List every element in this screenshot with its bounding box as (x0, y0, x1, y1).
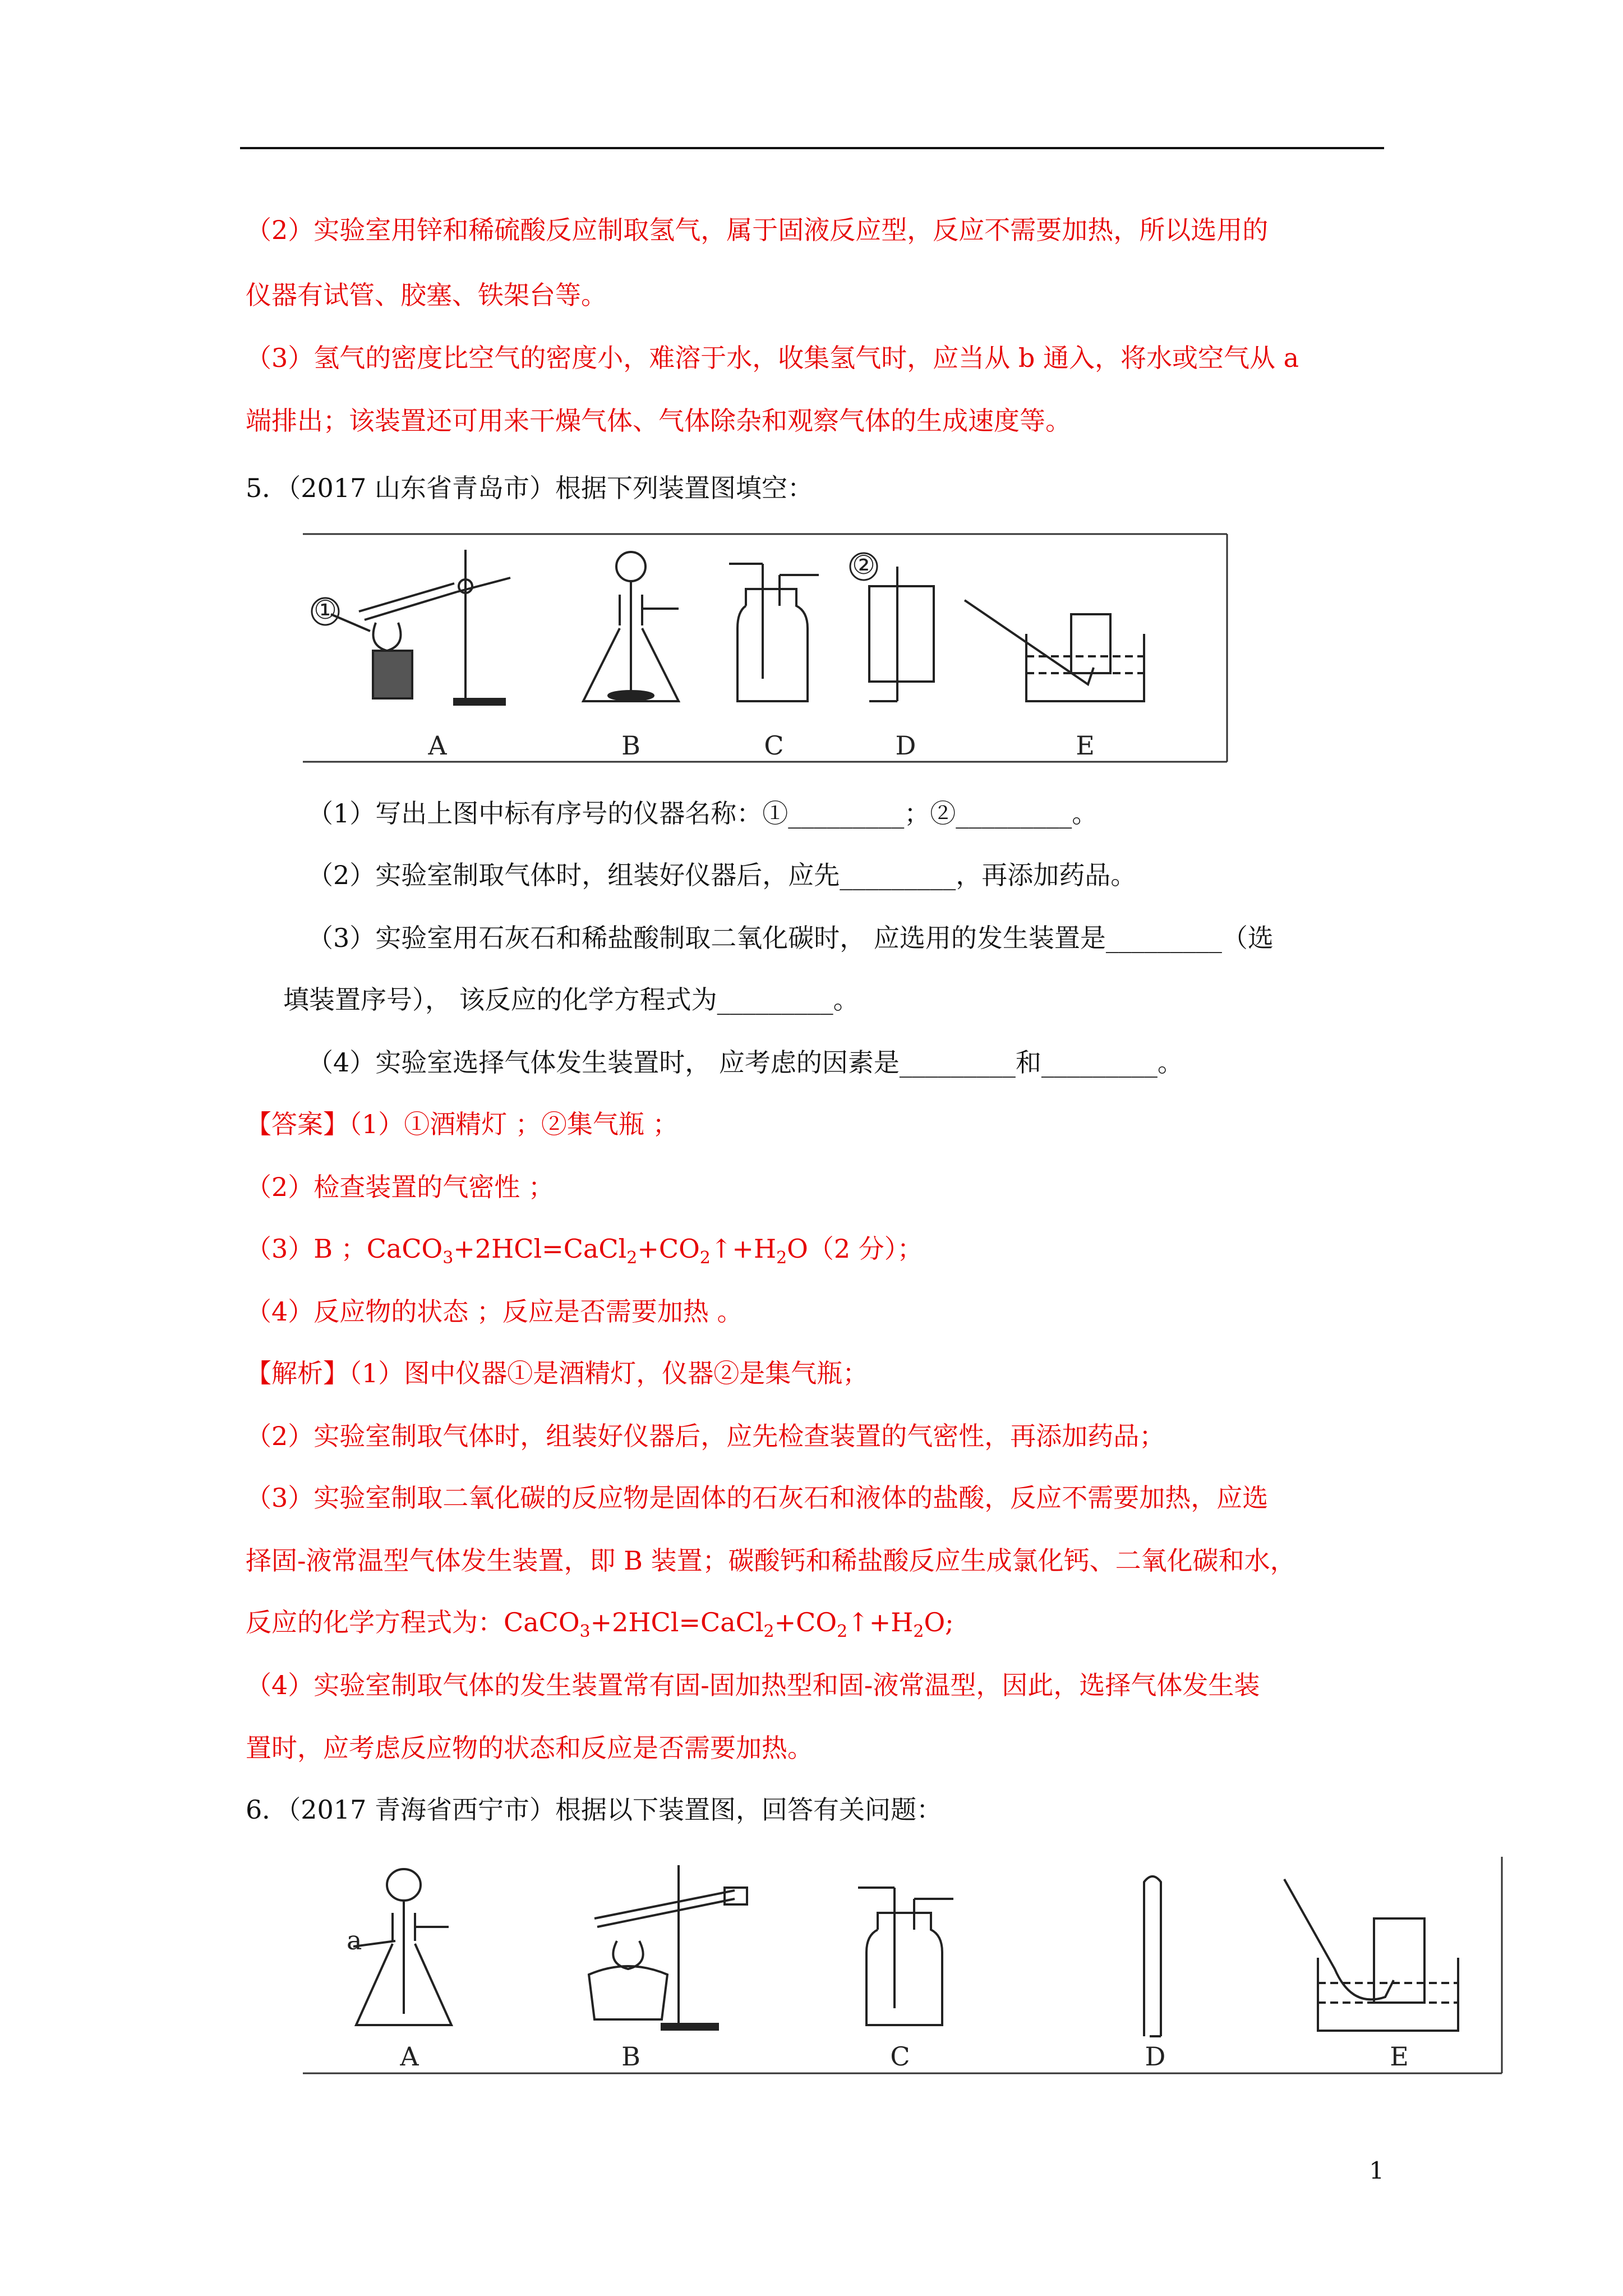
q5-sub1: （1）写出上图中标有序号的仪器名称：①_________；②_________。 (307, 798, 1098, 829)
prev-p2-line2: 仪器有试管、胶塞、铁架台等。 (246, 280, 607, 310)
q5-analysis-2: （2）实验室制取气体时，组装好仪器后，应先检查装置的气密性，再添加药品； (246, 1421, 1165, 1451)
q5-title: 5．（2017 山东省青岛市）根据下列装置图填空： (246, 473, 813, 503)
q5-sub2: （2）实验室制取气体时，组装好仪器后，应先_________，再添加药品。 (307, 860, 1137, 890)
q5-marker-2: ② (852, 550, 875, 580)
q5-sub3-line1: （3）实验室用石灰石和稀盐酸制取二氧化碳时， 应选用的发生装置是_________（选 (307, 923, 1274, 953)
q5-analysis-4-line2: 置时，应考虑反应物的状态和反应是否需要加热。 (246, 1733, 813, 1763)
header-rule (240, 147, 1384, 149)
answer-tag: 【答案】 (246, 1109, 349, 1139)
q5-answer-4: （4）反应物的状态 ；反应是否需要加热 。 (246, 1296, 743, 1327)
q5-marker-1: ① (313, 595, 337, 625)
q6-label-e: E (1390, 2041, 1409, 2072)
q6-apparatus-figure (303, 1857, 1503, 2076)
q5-answer-3: （3）B ；$CaCO_3+2HCl=CaCl_2+CO_2↑+H_2O(2$ 分）； (246, 1234, 923, 1268)
q5-analysis-3-line1: （3）实验室制取二氧化碳的反应物是固体的石灰石和液体的盐酸，反应不需要加热，应选 (246, 1483, 1269, 1513)
q5-label-b: B (621, 730, 640, 761)
q6-marker-a: a (347, 1925, 362, 1955)
q6-title: 6．（2017 青海省西宁市）根据以下装置图，回答有关问题： (246, 1795, 942, 1825)
answer-1: （1）①酒精灯 ；②集气瓶 ； (349, 1109, 679, 1139)
q6-label-a: A (400, 2041, 419, 2072)
q5-analysis-3-line3: 反应的化学方程式为：$CaCO_3+2HCl=CaCl_2+CO_2↑+H_2O$; (246, 1607, 954, 1641)
prev-p3-line2: 端排出；该装置还可用来干燥气体、气体除杂和观察气体的生成速度等。 (246, 406, 1071, 436)
q5-analysis-3-line2: 择固-液常温型气体发生装置，即 B 装置；碳酸钙和稀盐酸反应生成氯化钙、二氧化碳和水， (246, 1545, 1296, 1576)
q5-label-a: A (428, 730, 447, 761)
q5-label-e: E (1076, 730, 1095, 761)
q5-apparatus-figure (303, 533, 1228, 763)
q5-analysis-line1 (246, 1356, 868, 1390)
prev-p2-line1: （2）实验室用锌和稀硫酸反应制取氢气，属于固液反应型，反应不需要加热，所以选用的 (246, 215, 1269, 245)
q5-label-c: C (764, 730, 784, 761)
q5-sub3-line2: 填装置序号）， 该反应的化学方程式为_________。 (283, 984, 859, 1015)
q5-answer-line1 (246, 1107, 679, 1141)
analysis-tag: 【解析】 (246, 1358, 349, 1388)
q5-sub4: （4）实验室选择气体发生装置时， 应考虑的因素是_________和_________。 (307, 1047, 1183, 1078)
q6-label-d: D (1145, 2041, 1166, 2072)
q6-label-c: C (890, 2041, 910, 2072)
prev-p3-line1: （3）氢气的密度比空气的密度小，难溶于水，收集氢气时，应当从 b 通入，将水或空气从 a (246, 343, 1299, 373)
page-number: 1 (1369, 2157, 1384, 2184)
q5-analysis-4-line1: （4）实验室制取气体的发生装置常有固-固加热型和固-液常温型，因此，选择气体发生装 (246, 1670, 1260, 1700)
q6-label-b: B (621, 2041, 640, 2072)
analysis-1: （1）图中仪器①是酒精灯，仪器②是集气瓶； (349, 1358, 869, 1388)
q5-label-d: D (895, 730, 916, 761)
q5-answer-2: （2）检查装置的气密性 ； (246, 1172, 554, 1202)
